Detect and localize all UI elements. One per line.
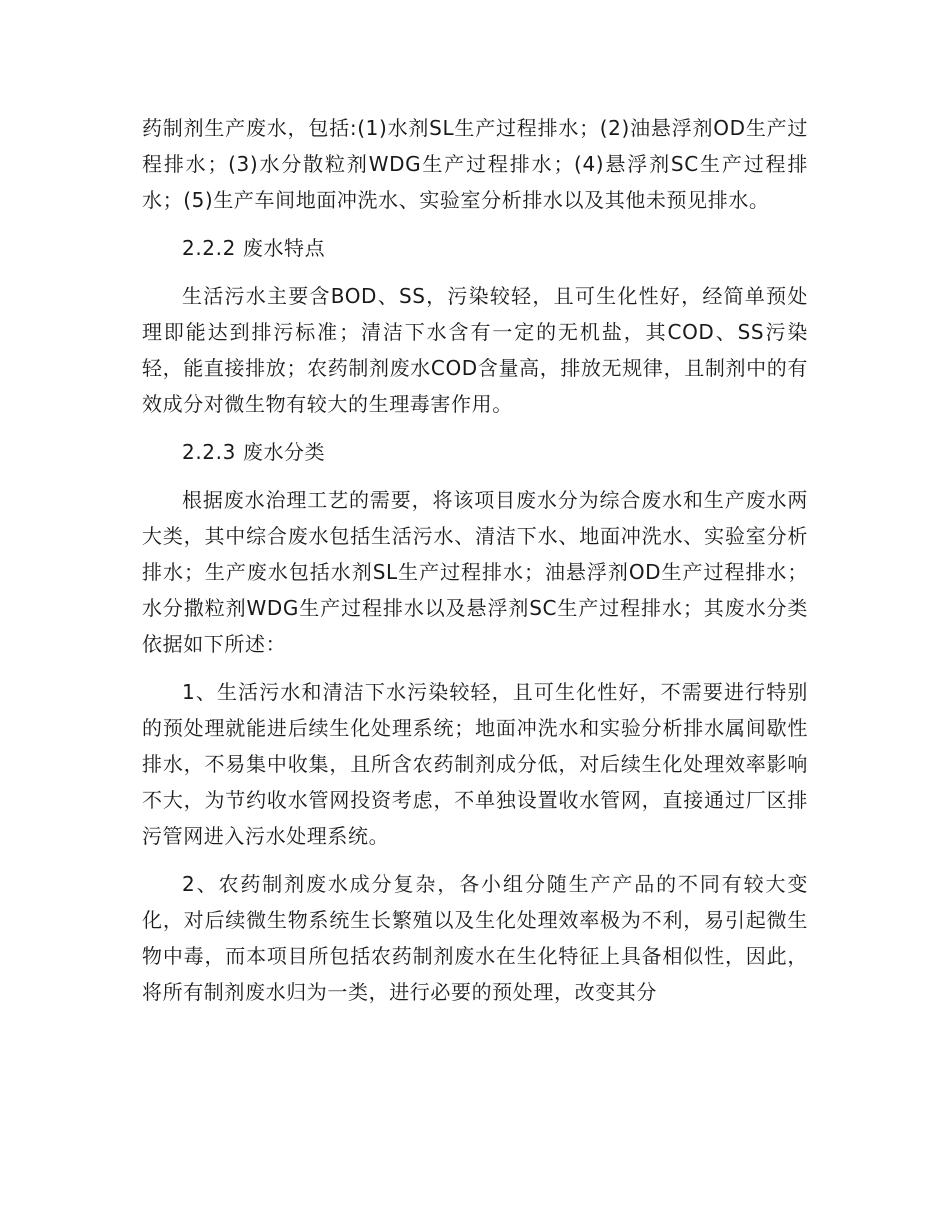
paragraph-classification-basis-2: 2、农药制剂废水成分复杂，各小组分随生产产品的不同有较大变化，对后续微生物系统生长繁殖以及生化处理效率极为不利，易引起微生物中毒，而本项目所包括农药制剂废水在生化特征上具备相似性，因此，将所有制剂废水归为一类，进行必要的预处理，改变其分 — [142, 872, 808, 1004]
paragraph-wastewater-sources: 药制剂生产废水，包括:(1)水剂SL生产过程排水；(2)油悬浮剂OD生产过程排水；(3)水分散粒剂WDG生产过程排水；(4)悬浮剂SC生产过程排水；(5)生产车间地面冲洗水、实验室分析排水以及其他未预见排水。 — [142, 116, 808, 212]
paragraph-wastewater-characteristics: 生活污水主要含BOD、SS，污染较轻，且可生化性好，经简单预处理即能达到排污标准；清洁下水含有一定的无机盐，其COD、SS污染轻，能直接排放；农药制剂废水COD含量高，排放无规律，且制剂中的有效成分对微生物有较大的生理毒害作用。 — [142, 284, 808, 416]
paragraph-classification-basis-1: 1、生活污水和清洁下水污染较轻，且可生化性好，不需要进行特别的预处理就能进后续生化处理系统；地面冲洗水和实验分析排水属间歇性排水，不易集中收集，且所含农药制剂成分低，对后续生化处理效率影响不大，为节约收水管网投资考虑，不单独设置收水管网，直接通过厂区排污管网进入污水处理系统。 — [142, 680, 808, 848]
paragraph-wastewater-classification: 根据废水治理工艺的需要，将该项目废水分为综合废水和生产废水两大类，其中综合废水包括生活污水、清洁下水、地面冲洗水、实验室分析排水；生产废水包括水剂SL生产过程排水；油悬浮剂OD生产过程排水；水分撒粒剂WDG生产过程排水以及悬浮剂SC生产过程排水；其废水分类依据如下所述： — [142, 488, 808, 656]
section-heading-2-2-2: 2.2.2 废水特点 — [182, 236, 326, 260]
section-heading-2-2-3: 2.2.3 废水分类 — [182, 440, 326, 464]
